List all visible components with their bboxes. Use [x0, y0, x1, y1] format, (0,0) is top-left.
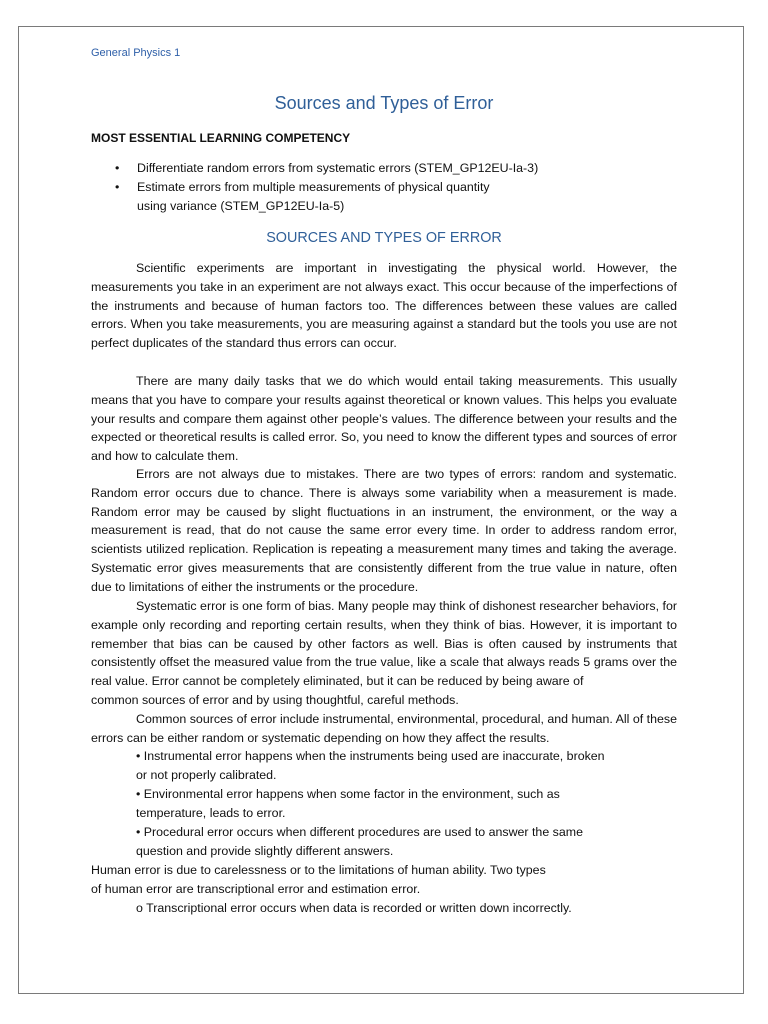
competency-heading: MOST ESSENTIAL LEARNING COMPETENCY — [91, 131, 351, 145]
list-line: • Environmental error happens when some factor in the environment, such as — [136, 787, 560, 801]
list-line: question and provide slightly different answers. — [136, 844, 394, 858]
list-line: or not properly calibrated. — [136, 768, 277, 782]
paragraph-4-end: common sources of error and by using thoughtful, careful methods. — [91, 693, 459, 707]
list-line: of human error are transcriptional error and estimation error. — [91, 882, 421, 896]
list-line: • Instrumental error happens when the instruments being used are inaccurate, broken — [136, 749, 605, 763]
document-page — [18, 26, 744, 994]
bullet-icon: • — [115, 161, 120, 175]
competency-text: Estimate errors from multiple measurements of physical quantity using variance (STEM_GP12EU-Ia-5) — [137, 180, 490, 213]
bullet-icon: • — [115, 180, 120, 194]
paragraph-1: Scientific experiments are important in investigating the physical world. However, the measurements you take in an experiment are not always exact. This occur because of the imperfections of the instruments and because of human factors too. The differences between these values are called errors. When you take measurements, you are measuring against a standard but the tools you use are not perfect duplicates of the standard thus errors can occur. — [91, 261, 677, 351]
list-line: • Procedural error occurs when different procedures are used to answer the same — [136, 825, 583, 839]
list-line: o Transcriptional error occurs when data is recorded or written down incorrectly. — [136, 901, 572, 915]
list-line: temperature, leads to error. — [136, 806, 286, 820]
list-item — [115, 178, 675, 216]
paragraph-3: Errors are not always due to mistakes. There are two types of errors: random and systematic. Random error occurs due to chance. There is always some variability when a measurement is made. Random error may be caused by slight fluctuations in an instrument, the environment, or the way a measurement is read, that do not cause the same error every time. In order to address random error, scientists utilized replication. Replication is repeating a measurement many times and taking the average. Systematic error gives measurements that are consistently different from the true value in nature, often due to limitations of either the instruments or the procedure. — [91, 467, 677, 594]
competency-list — [115, 159, 675, 216]
list-item — [115, 159, 675, 178]
paragraph-5: Common sources of error include instrumental, environmental, procedural, and human. All of these errors can be either random or systematic depending on how they affect the results. — [91, 712, 677, 745]
running-header: General Physics 1 — [91, 47, 181, 59]
list-line: Human error is due to carelessness or to the limitations of human ability. Two types — [91, 863, 546, 877]
section-title: SOURCES AND TYPES OF ERROR — [266, 230, 502, 246]
page-title: Sources and Types of Error — [274, 93, 494, 113]
competency-text: Differentiate random errors from systematic errors (STEM_GP12EU-Ia-3) — [137, 161, 539, 175]
paragraph-2: There are many daily tasks that we do which would entail taking measurements. This usually means that you have to compare your results against theoretical or known values. This helps you evaluate your results and compare them against other people’s values. The difference between your results and the expected or theoretical results is called error. So, you need to know the different types and sources of error and how to calculate them. — [91, 374, 677, 464]
paragraph-4: Systematic error is one form of bias. Many people may think of dishonest researcher behaviors, for example only recording and reporting certain results, when they think of bias. However, it is important to remember that bias can be caused by other factors as well. Bias is often caused by instruments that consistently offset the measured value from the true value, like a scale that always reads 5 grams over the real value. Error cannot be completely eliminated, but it can be reduced by being aware of — [91, 599, 677, 689]
